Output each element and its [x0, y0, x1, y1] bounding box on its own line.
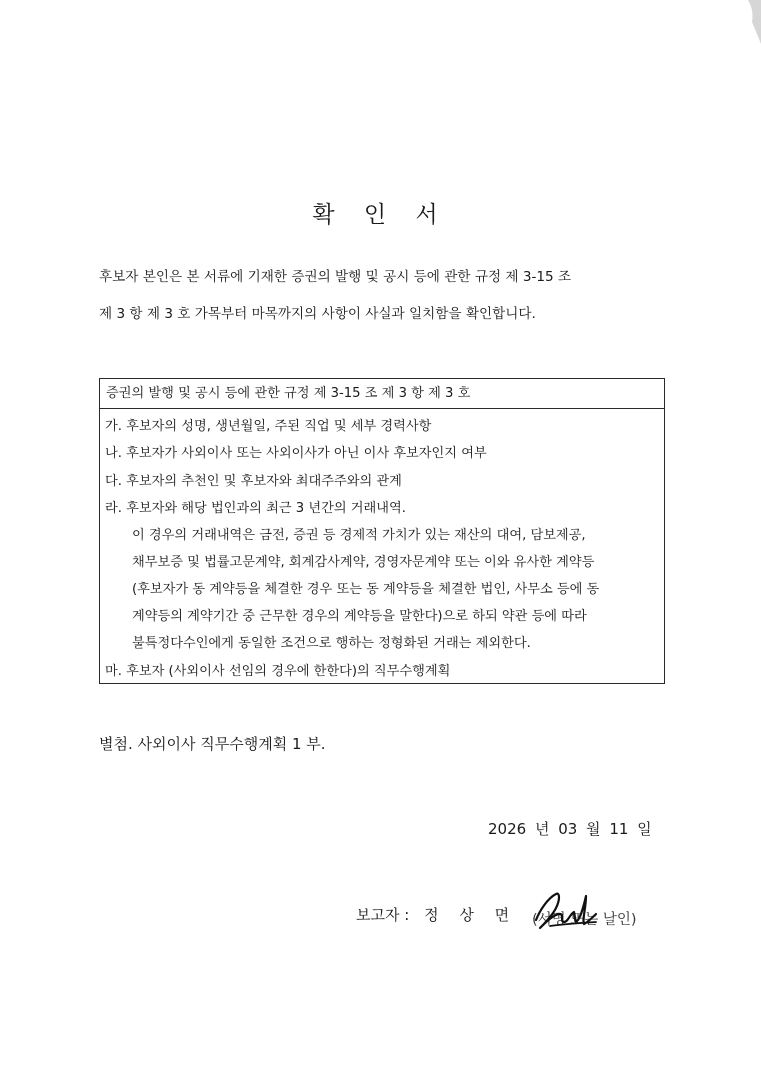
box-detail-line-2: 채무보증 및 법률고문계약, 회계감사계약, 경영자문계약 또는 이와 유사한 계약등 [132, 555, 595, 570]
box-item-na: 나. 후보자가 사외이사 또는 사외이사가 아닌 이사 후보자인지 여부 [105, 446, 487, 461]
box-detail-line-1: 이 경우의 거래내역은 금전, 증권 등 경제적 가치가 있는 재산의 대여, 담보제공, [132, 528, 586, 543]
reporter-label: 보고자 : [356, 906, 410, 924]
regulation-box-header: 증권의 발행 및 공시 등에 관한 규정 제 3-15 조 제 3 항 제 3 호 [100, 379, 664, 409]
intro-line-2: 제 3 항 제 3 호 가목부터 마목까지의 사항이 사실과 일치함을 확인합니다. [99, 306, 536, 322]
box-item-ma: 마. 후보자 (사외이사 선임의 경우에 한한다)의 직무수행계획 [105, 664, 451, 679]
reporter-line [356, 904, 517, 925]
box-item-ga: 가. 후보자의 성명, 생년월일, 주된 직업 및 세부 경력사항 [105, 419, 432, 434]
seal-note: (서명 또는 날인) [532, 912, 637, 928]
handwritten-signature [530, 884, 600, 936]
document-date: 2026 년 03 월 11 일 [488, 820, 652, 838]
box-item-ra: 라. 후보자와 해당 법인과의 최근 3 년간의 거래내역. [105, 501, 406, 516]
box-item-da: 다. 후보자의 추천인 및 후보자와 최대주주와의 관계 [105, 474, 402, 489]
box-detail-line-5: 불특정다수인에게 동일한 조건으로 행하는 정형화된 거래는 제외한다. [132, 636, 531, 651]
reporter-name: 정 상 면 [424, 906, 518, 924]
intro-line-1: 후보자 본인은 본 서류에 기재한 증권의 발행 및 공시 등에 관한 규정 제 3-15 조 [99, 269, 572, 285]
box-detail-line-3: (후보자가 동 계약등을 체결한 경우 또는 동 계약등을 체결한 법인, 사무소 등에 동 [132, 582, 600, 597]
attachment-note: 별첨. 사외이사 직무수행계획 1 부. [99, 735, 326, 753]
box-detail-line-4: 계약등의 계약기간 중 근무한 경우의 계약등을 말한다)으로 하되 약관 등에 따라 [132, 609, 587, 624]
regulation-box [99, 378, 665, 684]
document-title: 확 인 서 [312, 202, 449, 228]
